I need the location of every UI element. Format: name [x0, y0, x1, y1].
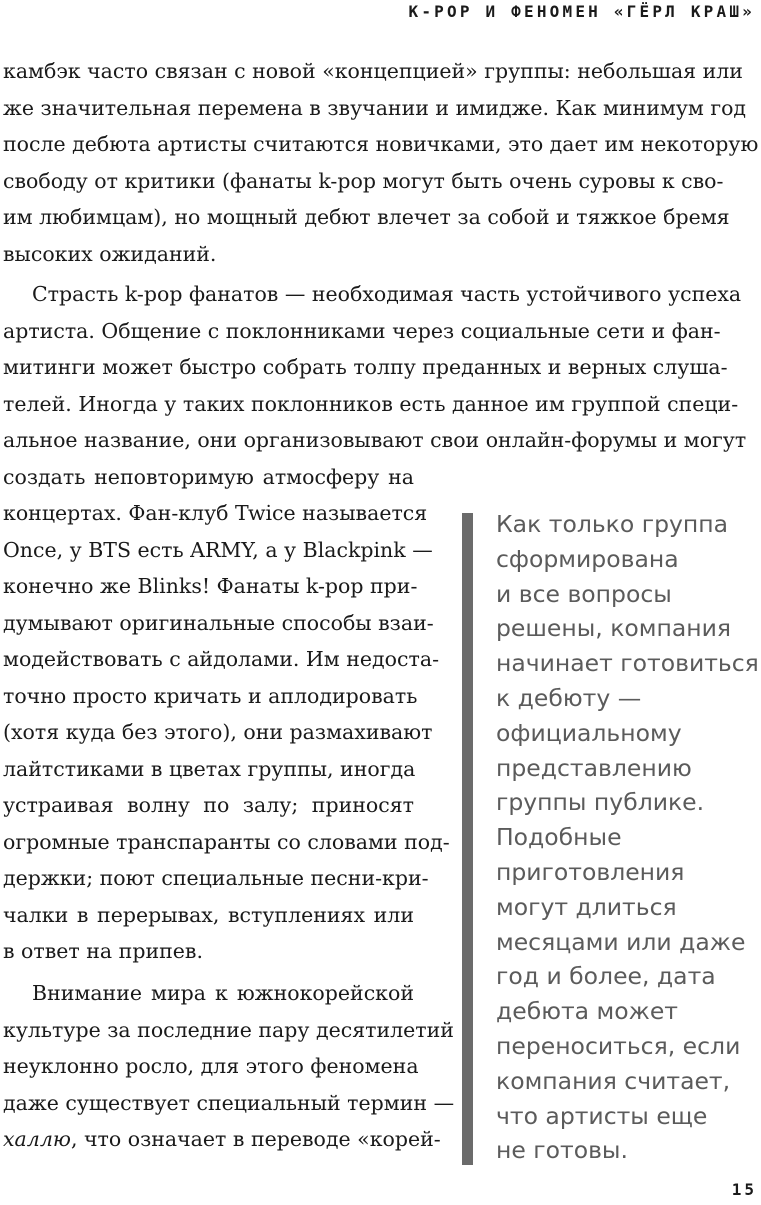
pull-quote-line: приготовления	[496, 857, 685, 886]
body-line: Once, у BTS есть ARMY, а у Blackpink —	[3, 537, 433, 562]
body-line: неуклонно росло, для этого феномена	[3, 1054, 419, 1078]
body-line: камбэк часто связан с новой «концепцией» группы: небольшая или	[3, 59, 743, 83]
body-line: точно просто кричать и аплодировать	[3, 683, 418, 708]
body-line: после дебюта артисты считаются новичками, это дает им некоторую	[3, 132, 759, 156]
pull-quote-line: и все вопросы	[496, 579, 672, 608]
body-line: даже существует специальный термин —	[3, 1090, 455, 1115]
body-line: чалки в перерывах, вступлениях или	[3, 902, 414, 927]
pull-quote-line: официальному	[496, 718, 682, 747]
body-line: думывают оригинальные способы взаи-	[3, 610, 434, 635]
body-line: создать неповторимую атмосферу на	[3, 464, 414, 489]
pull-quote-line: переноситься, если	[496, 1031, 741, 1060]
pull-quote-line: месяцами или даже	[496, 927, 746, 956]
body-line: лайтстиками в цветах группы, иногда	[3, 756, 416, 781]
pull-quote-line: дебюта может	[496, 997, 678, 1026]
body-line: Внимание мира к южнокорейской	[32, 981, 414, 1005]
page-number: 15	[731, 1180, 757, 1199]
pull-quote-line: представлению	[496, 753, 692, 782]
pull-quote-bar	[462, 513, 473, 1165]
body-line: модействовать с айдолами. Им недоста-	[3, 647, 439, 671]
pull-quote-line: не готовы.	[496, 1136, 628, 1165]
body-line: телей. Иногда у таких поклонников есть данное им группой специ-	[3, 391, 739, 416]
pull-quote-line: группы публике.	[496, 788, 705, 817]
body-line: альное название, они организовывают свои онлайн-форумы и могут	[3, 428, 747, 452]
body-line: концертах. Фан-клуб Twice называется	[3, 501, 428, 525]
running-head: K-POP И ФЕНОМЕН «ГЁРЛ КРАШ»	[408, 2, 755, 21]
body-line: (хотя куда без этого), они размахивают	[3, 720, 433, 744]
pull-quote-line: Подобные	[496, 823, 622, 852]
pull-quote-line: решены, компания	[496, 614, 732, 643]
body-line: высоких ожиданий.	[3, 241, 217, 266]
body-line: культуре за последние пару десятилетий	[3, 1017, 454, 1042]
pull-quote-line: сформирована	[496, 544, 679, 573]
pull-quote-line: начинает готовиться	[496, 649, 759, 678]
pull-quote-line: Как только группа	[496, 510, 729, 538]
body-line: конечно же Blinks! Фанаты k-pop при-	[3, 574, 418, 598]
pull-quote	[496, 507, 758, 1168]
body-line: устраивая волну по залу; приносят	[3, 793, 414, 817]
pull-quote-line: год и более, дата	[496, 962, 716, 991]
body-line: держки; поют специальные песни-кри-	[3, 866, 429, 890]
body-line: огромные транспаранты со словами под-	[3, 829, 450, 854]
body-line: им любимцам), но мощный дебют влечет за собой и тяжкое бремя	[3, 205, 730, 229]
body-line: свободу от критики (фанаты k-pop могут быть очень суровы к сво-	[3, 168, 724, 193]
body-line-last	[3, 1121, 441, 1158]
pull-quote-line: компания считает,	[496, 1066, 731, 1095]
body-line: же значительная перемена в звучании и имидже. Как минимум год	[3, 95, 747, 120]
italic-term: халлю	[3, 1127, 71, 1151]
pull-quote-line: могут длиться	[496, 892, 677, 921]
body-line: в ответ на припев.	[3, 939, 203, 963]
body-line: артиста. Общение с поклонниками через социальные сети и фан-	[3, 318, 721, 343]
body-line-rest: , что означает в переводе «корей-	[70, 1127, 441, 1151]
pull-quote-line: что артисты еще	[496, 1101, 708, 1130]
body-line: митинги может быстро собрать толпу преданных и верных слуша-	[3, 355, 728, 379]
body-line: Страсть k-pop фанатов — необходимая часть устойчивого успеха	[32, 282, 742, 306]
pull-quote-line: к дебюту —	[496, 683, 642, 712]
